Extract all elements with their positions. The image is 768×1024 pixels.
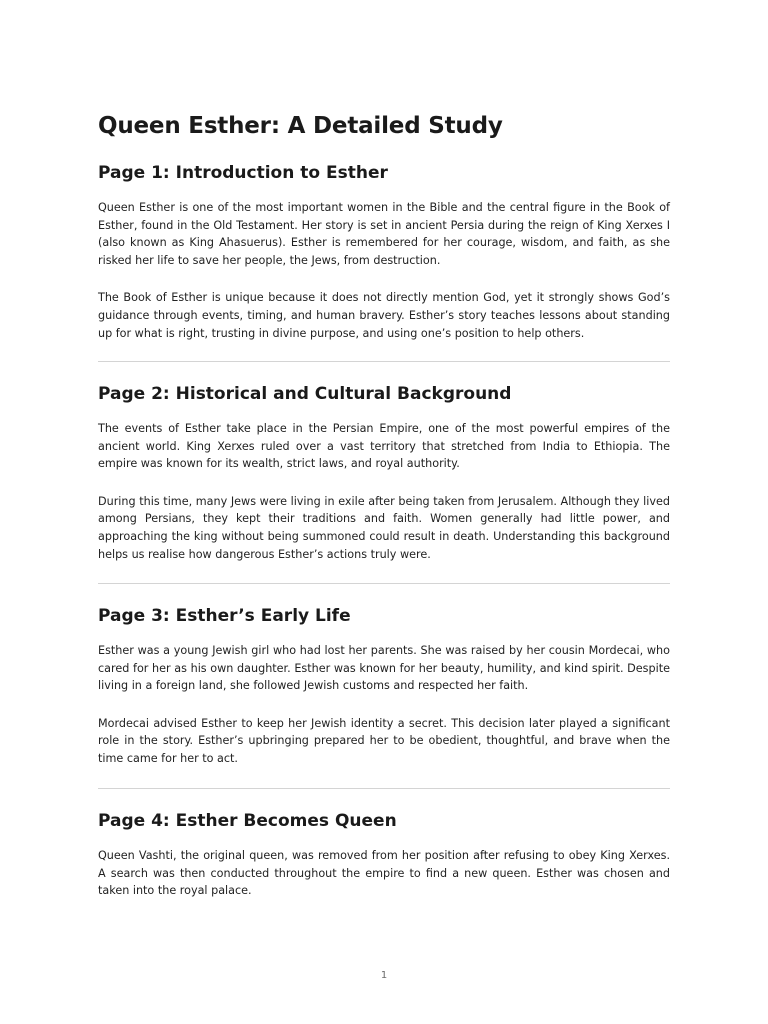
section-paragraph: The Book of Esther is unique because it does not directly mention God, yet it strongly shows God’s guidance through events, timing, and human bravery. Esther’s story teaches lessons about standing up for what is right, trusting in divine purpose, and using one’s position to help others. [98, 291, 670, 340]
section-early-life [98, 604, 670, 768]
section-paragraph: During this time, many Jews were living in exile after being taken from Jerusalem. Although they lived among Persians, they kept their traditions and faith. Women generally had little power, and approaching the king without being summoned could result in death. Understanding this background helps us realise how dangerous Esther’s actions truly were. [98, 494, 670, 561]
section-becomes-queen [98, 809, 670, 900]
section-historical-background [98, 382, 670, 563]
section-paragraph: Esther was a young Jewish girl who had lost her parents. She was raised by her cousin Mordecai, who cared for her as his own daughter. Esther was known for her beauty, humility, and kind spirit. Despite living in a foreign land, she followed Jewish customs and respected her faith. [98, 644, 670, 693]
section-divider [98, 583, 670, 584]
section-heading: Page 2: Historical and Cultural Background [98, 384, 512, 404]
section-divider [98, 788, 670, 789]
section-introduction [98, 161, 670, 342]
section-paragraph: Mordecai advised Esther to keep her Jewish identity a secret. This decision later played a significant role in the story. Esther’s upbringing prepared her to be obedient, thoughtful, and brave when the time came for her to act. [98, 716, 670, 765]
section-paragraph: Queen Esther is one of the most important women in the Bible and the central figure in the Book of Esther, found in the Old Testament. Her story is set in ancient Persia during the reign of King Xerxes I (also known as King Ahasuerus). Esther is remembered for her courage, wisdom, and faith, as she risked her life to save her people, the Jews, from destruction. [98, 201, 670, 267]
section-heading: Page 4: Esther Becomes Queen [98, 811, 397, 831]
section-paragraph: Queen Vashti, the original queen, was removed from her position after refusing to obey King Xerxes. A search was then conducted throughout the empire to find a new queen. Esther was chosen and taken into the royal palace. [98, 849, 670, 898]
document-title: Queen Esther: A Detailed Study [98, 113, 503, 139]
section-heading: Page 1: Introduction to Esther [98, 163, 388, 183]
section-heading: Page 3: Esther’s Early Life [98, 606, 351, 626]
page-number: 1 [380, 970, 388, 981]
section-paragraph: The events of Esther take place in the Persian Empire, one of the most powerful empires of the ancient world. King Xerxes ruled over a vast territory that stretched from India to Ethiopia. The empire was known for its wealth, strict laws, and royal authority. [98, 422, 670, 471]
section-divider [98, 361, 670, 362]
